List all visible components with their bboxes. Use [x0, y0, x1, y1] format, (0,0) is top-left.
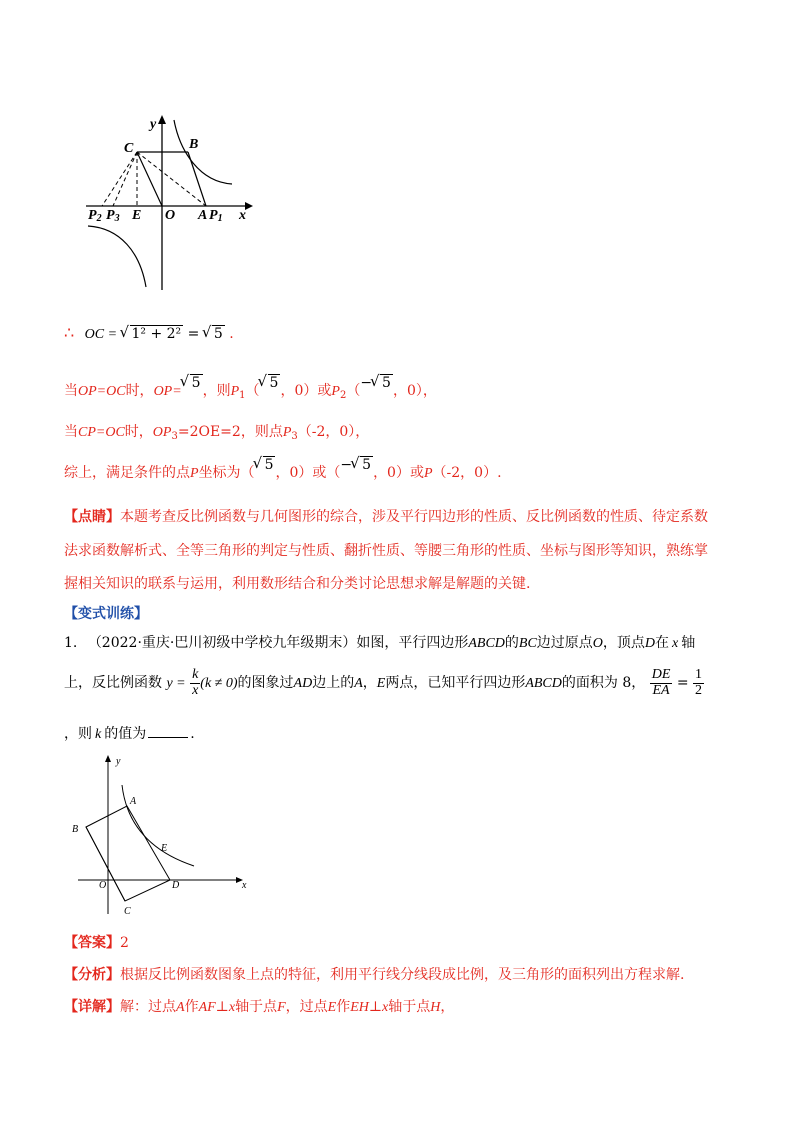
y-axis-2-arrow — [105, 755, 111, 762]
dashed-c-a — [137, 152, 206, 206]
solution-case1: 当OP=OC时，OP=√ 5 ，则$P_1(√$ 5 ，0）或$P_2(-√$ 5 ，0）， — [64, 380, 437, 400]
detail-line: 【详解】解：过点A作AF⊥x轴于点F，过点E作EH⊥x轴于点H， — [64, 999, 455, 1015]
label-b: B — [189, 137, 199, 152]
label-o: O — [165, 208, 176, 223]
comment-line-2: 法求函数解析式、全等三角形的判定与性质、翻折性质、等腰三角形的性质、坐标与图形等知识，熟练掌 — [64, 543, 708, 559]
fig2-label-o: O — [99, 880, 107, 891]
label-y: y — [150, 117, 157, 132]
dashed-c-p2 — [102, 152, 137, 206]
y-axis-arrow — [158, 115, 166, 124]
figure-hyperbola-parallelogram — [80, 112, 260, 292]
fig2-label-b: B — [72, 824, 79, 835]
question-line-2: 上，反比例函数 y = $\frac{k}{x}$ (k ≠ 0)的图象过AD边上的A，E两点，已知平行四边形ABCD的面积为 8， $\frac{DE}{EA}$ = $\frac{1}{2}$ — [64, 667, 703, 698]
label-p3: P3 — [106, 208, 120, 224]
solution-summary: 综上，满足条件的点P坐标为（√ 5 ，0）或（−√ 5 ，0）或P（-2，0）. — [64, 462, 502, 482]
comment-line-1: 【点睛】本题考查反比例函数与几何图形的综合，涉及平行四边形的性质、反比例函数的性质、待定系数 — [64, 509, 708, 525]
fig2-label-x: x — [242, 880, 247, 891]
fig2-label-a: A — [130, 796, 137, 807]
fig2-label-y: y — [116, 756, 121, 767]
oc-equation: OC = — [84, 327, 118, 342]
label-c: C — [124, 141, 134, 156]
analysis-tag: 【分析】 — [64, 967, 120, 983]
case1-sqrt5: √ 5 — [182, 375, 203, 391]
fig2-label-d: D — [172, 880, 180, 891]
analysis-line: 【分析】根据反比例函数图象上点的特征，利用平行线分线段成比例，及三角形的面积列出方程求解. — [64, 967, 685, 983]
figure-parallelogram-abcd — [64, 750, 254, 920]
sqrt-5: √ 5 — [204, 326, 225, 342]
label-e: E — [132, 208, 142, 223]
fraction-one-half: $\frac{1}{2}$ — [695, 667, 703, 698]
solution-oc-line: ∴ OC = √ 1² + 2² = √ 5 . — [64, 323, 234, 343]
therefore-symbol: ∴ — [64, 323, 75, 342]
answer-value: 2 — [120, 935, 129, 951]
detail-tag: 【详解】 — [64, 999, 120, 1015]
solution-case2: 当CP=OC时，$OP_3=2OE=2$，则点$P_3(-2$，0）， — [64, 424, 370, 442]
answer-line — [64, 932, 129, 952]
equals-sign: = — [187, 326, 200, 342]
fraction-k-over-x: $\frac{k}{x}$ — [192, 667, 199, 698]
variant-heading: 【变式训练】 — [64, 606, 148, 622]
fig2-label-c: C — [124, 906, 131, 917]
fig2-label-e: E — [161, 843, 168, 854]
label-a: A — [198, 208, 208, 223]
dashed-c-p3 — [113, 152, 137, 206]
answer-blank — [148, 737, 188, 738]
comment-line-3: 握相关知识的联系与运用，利用数形结合和分类讨论思想求解是解题的关键. — [64, 576, 531, 592]
hyperbola-lower-branch — [88, 226, 146, 287]
label-p1: P1 — [209, 208, 223, 224]
question-line-3: ，则 k 的值为 . — [64, 726, 195, 742]
k-condition: (k ≠ 0) — [200, 676, 238, 692]
comment-tag: 【点睛】 — [64, 509, 120, 525]
label-p2: P2 — [88, 208, 102, 224]
function-y: y = — [166, 676, 186, 692]
segment-co — [137, 152, 162, 206]
sqrt-1-plus-4: √ 1² + 2² — [122, 326, 184, 342]
segment-ba — [188, 152, 206, 206]
label-x: x — [239, 208, 246, 223]
fraction-de-over-ea: $\frac{DE}{EA}$ — [651, 667, 671, 698]
answer-tag: 【答案】 — [64, 935, 120, 951]
question-line-1: 1. （2022·重庆·巴川初级中学校九年级期末）如图，平行四边形ABCD的BC边过原点O，顶点D在 x 轴 — [64, 635, 696, 651]
x-axis-arrow — [245, 202, 253, 210]
